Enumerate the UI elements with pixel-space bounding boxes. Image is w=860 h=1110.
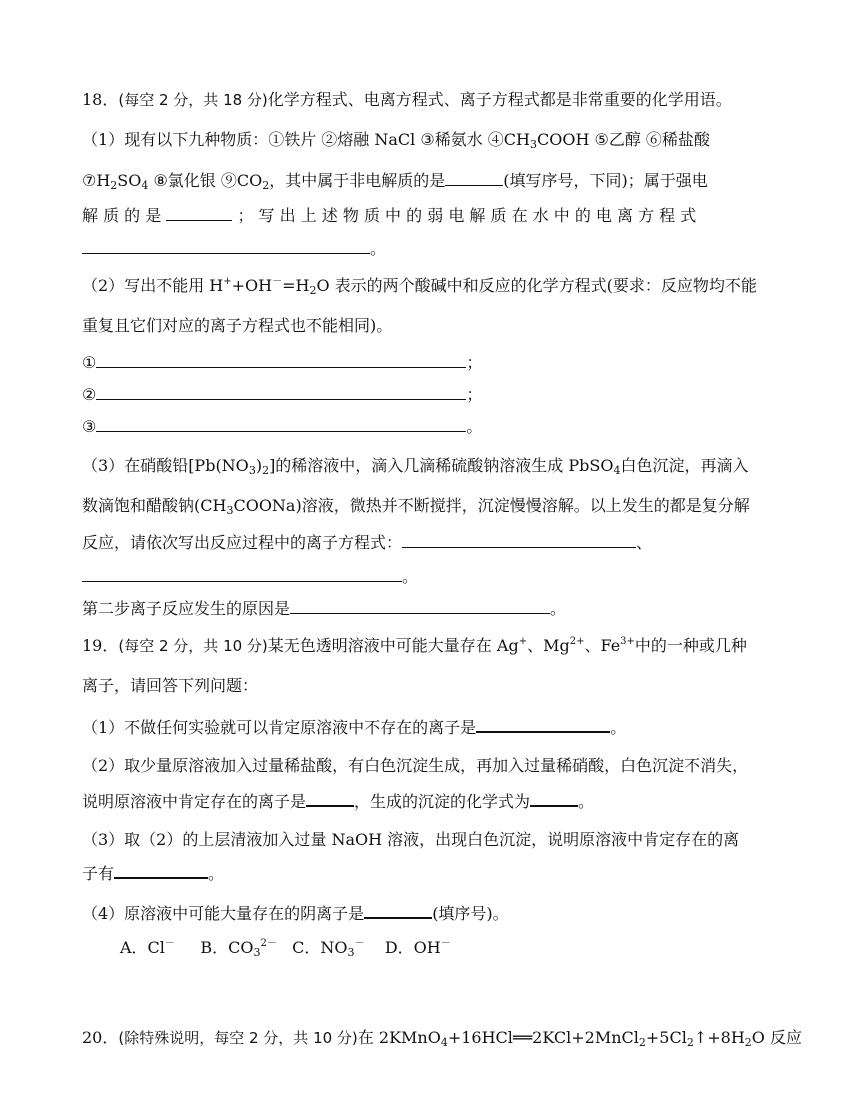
q18-p1-text-a: 现有以下九种物质：①铁片 ②熔融 NaCl ③稀氨水 ④CH bbox=[124, 130, 530, 149]
q18-p1-b1: ⑦H bbox=[82, 171, 111, 190]
answer-blank-ionization-equation[interactable] bbox=[82, 238, 370, 254]
q18-p2-label: （2） bbox=[82, 276, 125, 295]
q19-intro2: 、Mg bbox=[527, 636, 570, 655]
q18-p3-line2 bbox=[82, 496, 750, 516]
superscript: － bbox=[164, 938, 175, 949]
q19-p4-end: (填序号)。 bbox=[432, 904, 509, 923]
q19-header-line bbox=[82, 636, 747, 656]
period: 。 bbox=[578, 792, 595, 811]
q19-p2-b1: 说明原溶液中肯定存在的离子是 bbox=[82, 792, 307, 811]
period: 。 bbox=[610, 718, 627, 737]
q18-p2-line1 bbox=[82, 276, 757, 296]
answer-blank-ionic-equation-1[interactable] bbox=[402, 532, 636, 548]
q19-p3-line1 bbox=[82, 830, 739, 850]
subscript: 2 bbox=[262, 179, 270, 192]
q19-p1 bbox=[82, 716, 626, 738]
q19-p2-line1 bbox=[82, 756, 748, 776]
option-c-text: C．NO bbox=[292, 938, 348, 957]
subscript: 3 bbox=[253, 946, 261, 959]
q18-p3-line5 bbox=[82, 598, 566, 619]
answer-blank-present-ion[interactable] bbox=[306, 790, 354, 807]
superscript: － bbox=[272, 276, 283, 287]
q18-p1-line3 bbox=[82, 205, 696, 226]
q18-p1-line4 bbox=[82, 238, 386, 259]
answer-blank-absent-ion[interactable] bbox=[476, 716, 610, 733]
q20-t1: 在 2KMnO bbox=[357, 1028, 441, 1047]
item-end: ； bbox=[466, 353, 483, 372]
answer-blank-anion[interactable] bbox=[364, 902, 432, 919]
subscript: 2 bbox=[110, 179, 118, 192]
q18-p3-a4: 白色沉淀，再滴入 bbox=[620, 456, 749, 475]
q18-p3-b2: COONa)溶液，微热并不断搅拌，沉淀慢慢溶解。以上发生的都是复分解 bbox=[233, 496, 750, 515]
superscript: + bbox=[518, 636, 528, 647]
subscript: 3 bbox=[226, 504, 234, 517]
q18-p1-b2: SO bbox=[117, 171, 142, 190]
option-b-text: B．CO bbox=[200, 938, 254, 957]
subscript: 2 bbox=[262, 464, 270, 477]
subscript: 2 bbox=[309, 284, 317, 297]
subscript: 2 bbox=[638, 1036, 646, 1049]
subscript: 3 bbox=[347, 946, 355, 959]
q18-p2-a4: O 表示的两个酸碱中和反应的化学方程式(要求：反应物均不能 bbox=[316, 276, 757, 295]
subscript: 2 bbox=[686, 1036, 694, 1049]
q18-p3-label: （3） bbox=[82, 456, 125, 475]
q20-number: 20． bbox=[82, 1028, 119, 1047]
superscript: － bbox=[354, 938, 365, 949]
q19-p2-b2: ，生成的沉淀的化学式为 bbox=[354, 792, 531, 811]
subscript: 2 bbox=[744, 1036, 752, 1049]
q20-header-line bbox=[82, 1028, 802, 1048]
q18-p3-line3 bbox=[82, 532, 652, 553]
q18-p3-b1: 数滴饱和醋酸钠(CH bbox=[82, 496, 227, 515]
answer-blank-precipitate-formula[interactable] bbox=[530, 790, 578, 807]
q18-p1-c1: 解 质 的 是 bbox=[82, 206, 162, 225]
q18-p3-a1: 在硝酸铅[Pb(NO bbox=[124, 456, 249, 475]
q18-p3-line1 bbox=[82, 456, 749, 476]
q18-p1-b4: ，其中属于非电解质的是 bbox=[269, 171, 446, 190]
q18-number: 18． bbox=[82, 90, 119, 109]
period: 。 bbox=[550, 599, 567, 618]
q18-p2-line2 bbox=[82, 316, 392, 336]
option-d-text: D．OH bbox=[384, 938, 441, 957]
subscript: 4 bbox=[141, 179, 149, 192]
q18-p1-b5: (填写序号，下同)；属于强电 bbox=[503, 171, 708, 190]
answer-blank-nonelectrolyte[interactable] bbox=[445, 170, 503, 186]
q18-intro: 化学方程式、电离方程式、离子方程式都是非常重要的化学用语。 bbox=[267, 90, 732, 109]
q20-score-note: (除特殊说明，每空 2 分，共 10 分) bbox=[118, 1029, 358, 1047]
q19-p2-a: （2）取少量原溶液加入过量稀盐酸，有白色沉淀生成，再加入过量稀硝酸，白色沉淀不消失， bbox=[82, 756, 749, 775]
subscript: 4 bbox=[613, 464, 621, 477]
period: 。 bbox=[370, 239, 387, 258]
q19-intro4: 中的一种或几种 bbox=[634, 636, 747, 655]
q18-p3-a3: ]的稀溶液中，滴入几滴稀硫酸钠溶液生成 PbSO bbox=[269, 456, 614, 475]
item-end: 。 bbox=[466, 417, 483, 436]
q19-p1-text: （1）不做任何实验就可以肯定原溶液中不存在的离子是 bbox=[82, 718, 477, 737]
q18-p3-c2: 、 bbox=[636, 533, 653, 552]
q19-p2-line2 bbox=[82, 790, 594, 812]
superscript: － bbox=[440, 938, 451, 949]
subscript: 3 bbox=[248, 464, 256, 477]
q19-p3-b1: 子有 bbox=[82, 864, 115, 883]
answer-blank-ionic-equation-2[interactable] bbox=[82, 566, 402, 582]
option-a-text: A．Cl bbox=[120, 938, 165, 957]
option-c[interactable] bbox=[292, 938, 364, 957]
q18-p1-label: （1） bbox=[82, 130, 125, 149]
period: 。 bbox=[208, 864, 225, 883]
option-b[interactable] bbox=[200, 938, 277, 957]
q19-intro-line2 bbox=[82, 676, 258, 696]
item-mark: ③ bbox=[82, 417, 97, 436]
q18-header-line bbox=[82, 90, 732, 110]
q18-p1-line2 bbox=[82, 170, 708, 191]
q18-p2-a1: 写出不能用 H bbox=[124, 276, 224, 295]
q18-p2-item-2 bbox=[82, 384, 482, 405]
q18-p1-b3: ⑧氯化银 ⑨CO bbox=[148, 171, 263, 190]
q18-p3-line4 bbox=[82, 566, 418, 587]
q18-p2-a2: +OH bbox=[231, 276, 273, 295]
item-mark: ① bbox=[82, 353, 97, 372]
q18-p1-text-a2: COOH ⑤乙醇 ⑥稀盐酸 bbox=[536, 130, 710, 149]
q18-p1-line1 bbox=[82, 130, 710, 150]
answer-blank-equation-2[interactable] bbox=[96, 384, 466, 400]
q20-t3: +5Cl bbox=[645, 1028, 687, 1047]
q19-intro1: 某无色透明溶液中可能大量存在 Ag bbox=[267, 636, 519, 655]
q19-intro-b: 离子，请回答下列问题： bbox=[82, 676, 259, 695]
superscript: 3+ bbox=[620, 636, 635, 647]
q19-number: 19． bbox=[82, 636, 119, 655]
q18-p2-item-3 bbox=[82, 416, 482, 437]
q19-p4 bbox=[82, 902, 509, 924]
answer-blank-strong-electrolyte[interactable] bbox=[166, 205, 232, 221]
q18-p3-a2: ) bbox=[255, 456, 263, 475]
answer-blank-reason[interactable] bbox=[290, 598, 550, 614]
superscript: 2+ bbox=[569, 636, 585, 647]
superscript: + bbox=[223, 276, 232, 287]
q18-p2-a3: =H bbox=[282, 276, 310, 295]
q18-p2-b: 重复且它们对应的离子方程式也不能相同)。 bbox=[82, 316, 393, 335]
superscript: 2－ bbox=[260, 938, 277, 949]
q20-t4: ↑+8H bbox=[693, 1028, 745, 1047]
q19-options bbox=[120, 938, 451, 958]
q18-p3-e1: 第二步离子反应发生的原因是 bbox=[82, 599, 291, 618]
q19-p3-a: （3）取（2）的上层清液加入过量 NaOH 溶液，出现白色沉淀，说明原溶液中肯定存在的离 bbox=[82, 830, 740, 849]
item-end: ； bbox=[466, 385, 483, 404]
q20-t5: O 反应 bbox=[751, 1028, 802, 1047]
q19-intro3: 、Fe bbox=[584, 636, 621, 655]
option-a[interactable] bbox=[120, 938, 175, 957]
option-d[interactable] bbox=[385, 938, 451, 957]
q19-p3-line2 bbox=[82, 862, 224, 884]
subscript: 3 bbox=[529, 138, 537, 151]
subscript: 4 bbox=[440, 1036, 448, 1049]
q20-t2: +16HCl══2KCl+2MnCl bbox=[447, 1028, 639, 1047]
q19-p4-text: （4）原溶液中可能大量存在的阴离子是 bbox=[82, 904, 365, 923]
q18-score-note: (每空 2 分，共 18 分) bbox=[118, 91, 268, 109]
item-mark: ② bbox=[82, 385, 97, 404]
answer-blank-equation-1[interactable] bbox=[96, 352, 466, 368]
q18-p3-c1: 反应，请依次写出反应过程中的离子方程式： bbox=[82, 533, 403, 552]
q19-score-note: (每空 2 分，共 10 分) bbox=[118, 637, 268, 655]
answer-blank-present-ion-2[interactable] bbox=[114, 862, 208, 879]
q18-p2-item-1 bbox=[82, 352, 482, 373]
period: 。 bbox=[402, 567, 419, 586]
q18-p1-c2: ； 写 出 上 述 物 质 中 的 弱 电 解 质 在 水 中 的 电 离 方 程 式 bbox=[237, 206, 697, 225]
answer-blank-equation-3[interactable] bbox=[96, 416, 466, 432]
